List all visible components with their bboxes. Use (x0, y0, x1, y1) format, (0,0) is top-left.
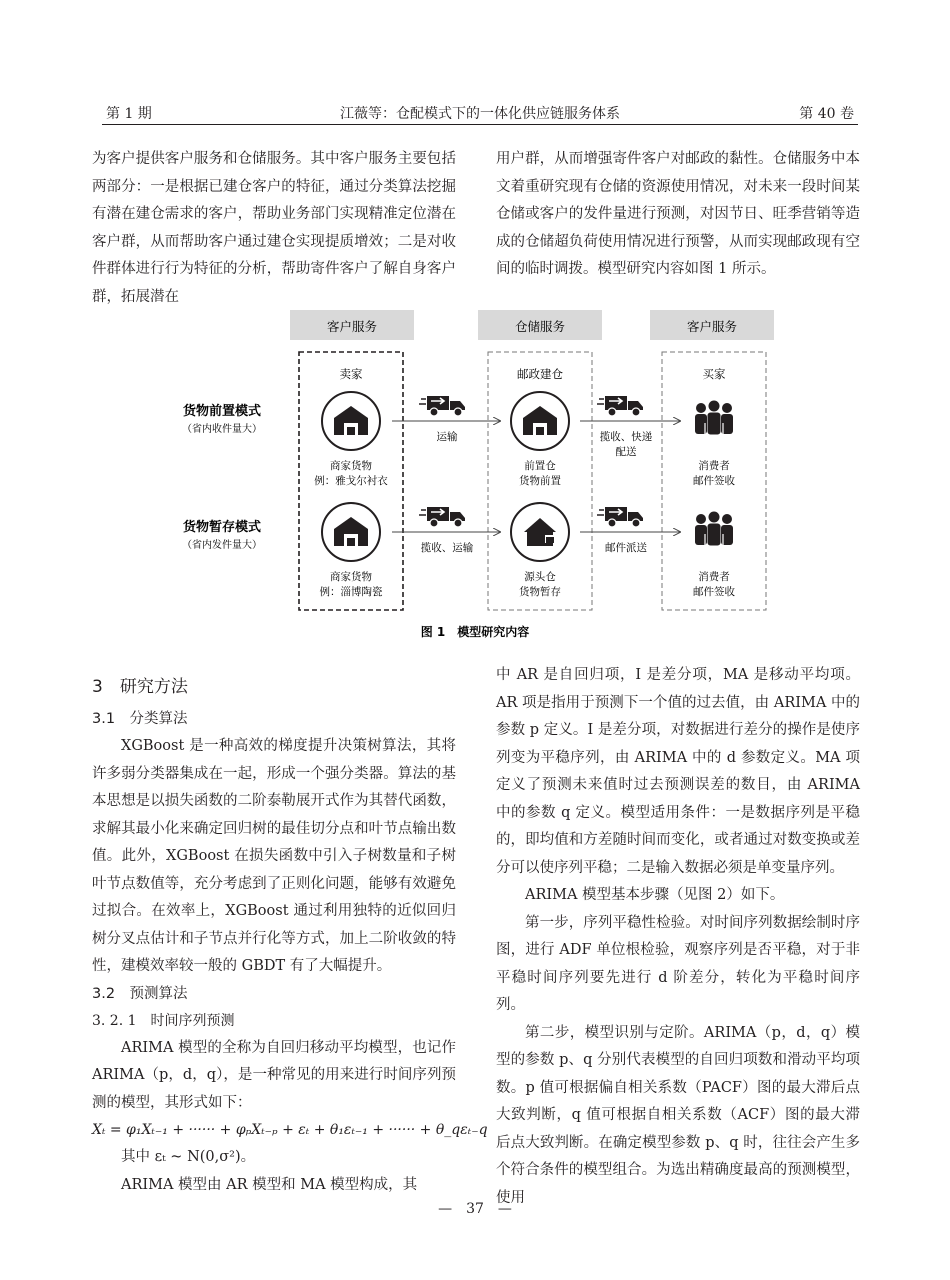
top-left-column (92, 146, 456, 311)
bottom-right-column (496, 662, 860, 1212)
step-one-paragraph: 第一步，序列平稳性检验。对时间序列数据绘制时序图，进行 ADF 单位根检验，观察序列是否平稳，对于非平稳时间序列要先进行 d 阶差分，转化为平稳时间序列。 (496, 914, 860, 1013)
mode-staging-note: （省内发件量大） (182, 540, 262, 551)
volume-number: 第 40 卷 (799, 106, 854, 122)
mode-staging: 货物暂存模式 (182, 520, 262, 535)
section-3-heading: 3 研究方法 (92, 677, 188, 697)
source-warehouse-icon (511, 503, 569, 561)
arrow-delivery-label: 揽收、快递 (599, 431, 653, 443)
front-warehouse-desc: 货物前置 (519, 475, 561, 487)
arima-composition-paragraph: ARIMA 模型由 AR 模型和 MA 模型构成，其 (121, 1176, 418, 1193)
figure-1 (160, 306, 800, 646)
seller-goods-label: 商家货物 (330, 460, 372, 472)
consumers-icon (695, 512, 733, 547)
bottom-left-column (92, 660, 488, 1199)
header-customer-service-right: 客户服务 (686, 319, 738, 334)
arima-formula: Xₜ = φ₁Xₜ₋₁ + ······ + φₚXₜ₋ₚ + εₜ + θ₁εₜ₋₁ + ······ + θ_qεₜ₋q (92, 1122, 488, 1138)
warehouse-title: 邮政建仓 (517, 367, 563, 381)
seller-warehouse-icon (322, 392, 380, 450)
mode-prepositioned-note: （省内收件量大） (182, 424, 262, 435)
header-warehouse-service: 仓储服务 (514, 319, 566, 334)
front-warehouse-label: 前置仓 (524, 460, 556, 472)
front-warehouse-icon (511, 392, 569, 450)
top-right-column (496, 146, 860, 284)
section-3-1-heading: 3.1 分类算法 (92, 711, 188, 727)
arima-terms-paragraph: 中 AR 是自回归项，I 是差分项，MA 是移动平均项。AR 项是指用于预测下一个值的过去值，由 ARIMA 中的参数 p 定义。I 是差分项，对数据进行差分的操作是使序列变为平稳序列，由 ARIMA 中的 d 参数定义。MA 项定义了预测未来值时过去预测误差的数目，由 ARIMA 中的参数 q 定义。模型适用条件：一是数据序列是平稳的，即均值和方差随时间而变化，或者通过对数变换或差分可以使序列平稳；二是输入数据必须是单变量序列。 (496, 667, 860, 876)
formula-where: 其中 εₜ ~ N(0,σ²)。 (121, 1149, 256, 1165)
arrow-transport-label: 运输 (436, 431, 458, 443)
truck-icon (419, 396, 465, 416)
column-headers (290, 310, 774, 340)
consumer-sign: 邮件签收 (693, 475, 735, 487)
issue-number: 第 1 期 (106, 106, 152, 122)
seller-warehouse-icon (322, 503, 380, 561)
figure-caption: 图 1 模型研究内容 (420, 625, 530, 639)
header-customer-service-left: 客户服务 (326, 319, 378, 334)
arima-steps-intro: ARIMA 模型基本步骤（见图 2）如下。 (525, 887, 785, 903)
truck-icon (419, 507, 465, 527)
truck-icon (597, 396, 643, 416)
consumer-sign: 邮件签收 (693, 586, 735, 598)
running-title: 江薇等：仓配模式下的一体化供应链服务体系 (340, 106, 620, 122)
running-header (102, 102, 858, 125)
source-warehouse-desc: 货物暂存 (519, 586, 561, 598)
seller-example: 例：雅戈尔衬衣 (314, 475, 388, 487)
truck-icon (597, 507, 643, 527)
arima-intro-paragraph: ARIMA 模型的全称为自回归移动平均模型，也记作 ARIMA（p，d，q），是一种常见的用来进行时间序列预测的模型，其形式如下： (92, 1039, 456, 1111)
page-number: — 37 — (438, 1201, 512, 1217)
consumers-icon (695, 401, 733, 436)
consumer-label: 消费者 (698, 571, 730, 583)
consumer-label: 消费者 (698, 460, 730, 472)
seller-goods-label: 商家货物 (330, 571, 372, 583)
mode-prepositioned: 货物前置模式 (182, 404, 262, 419)
source-warehouse-label: 源头仓 (524, 571, 556, 583)
seller-title: 卖家 (339, 367, 363, 381)
step-two-paragraph: 第二步，模型识别与定阶。ARIMA（p，d，q）模型的参数 p、q 分别代表模型的自回归项数和滑动平均项数。p 值可根据偏自相关系数（PACF）图的最大滞后点大致判断，q 值可根据自相关系数（ACF）图的最大滞后点大致判断。在确定模型参数 p、q 时，往往会产生多个符合条件的模型组合。为选出精确度最高的预测模型，使用 (496, 1024, 860, 1206)
xgboost-paragraph: XGBoost 是一种高效的梯度提升决策树算法，其将许多弱分类器集成在一起，形成一个强分类器。算法的基本思想是以损失函数的二阶泰勒展开式作为其替代函数，求解其最小化来确定回归树的最佳切分点和叶节点输出数值。此外，XGBoost 在损失函数中引入子树数量和子树叶节点数值等，充分考虑到了正则化问题，能够有效避免过拟合。在效率上，XGBoost 通过利用独特的近似回归树分叉点估计和子节点并行化等方式，加上二阶收敛的特性，建模效率较一般的 GBDT 有了大幅提升。 (92, 738, 456, 974)
section-3-2-heading: 3.2 预测算法 (92, 985, 188, 1002)
section-3-2-1-heading: 3. 2. 1 时间序列预测 (92, 1012, 235, 1029)
seller-example: 例：淄博陶瓷 (319, 586, 383, 598)
top-left-paragraph: 为客户提供客户服务和仓储服务。其中客户服务主要包括两部分：一是根据已建仓客户的特征，通过分类算法挖掘有潜在建仓需求的客户，帮助业务部门实现精准定位潜在客户群，从而帮助客户通过建仓实现提质增效；二是对收件群体进行行为特征的分析，帮助寄件客户了解自身客户群，拓展潜在 (92, 151, 456, 305)
top-right-paragraph: 用户群，从而增强寄件客户对邮政的黏性。仓储服务中本文着重研究现有仓储的资源使用情况，对未来一段时间某仓储或客户的发件量进行预测，对因节日、旺季营销等造成的仓储超负荷使用情况进行预警，从而实现邮政现有空间的临时调拨。模型研究内容如图 1 所示。 (496, 151, 860, 277)
arrow-mail-dispatch-label: 邮件派送 (605, 542, 647, 554)
buyer-title: 买家 (702, 367, 726, 381)
arrow-pickup-transport-label: 揽收、运输 (420, 542, 474, 554)
arrow-delivery-label-2: 配送 (615, 446, 637, 458)
